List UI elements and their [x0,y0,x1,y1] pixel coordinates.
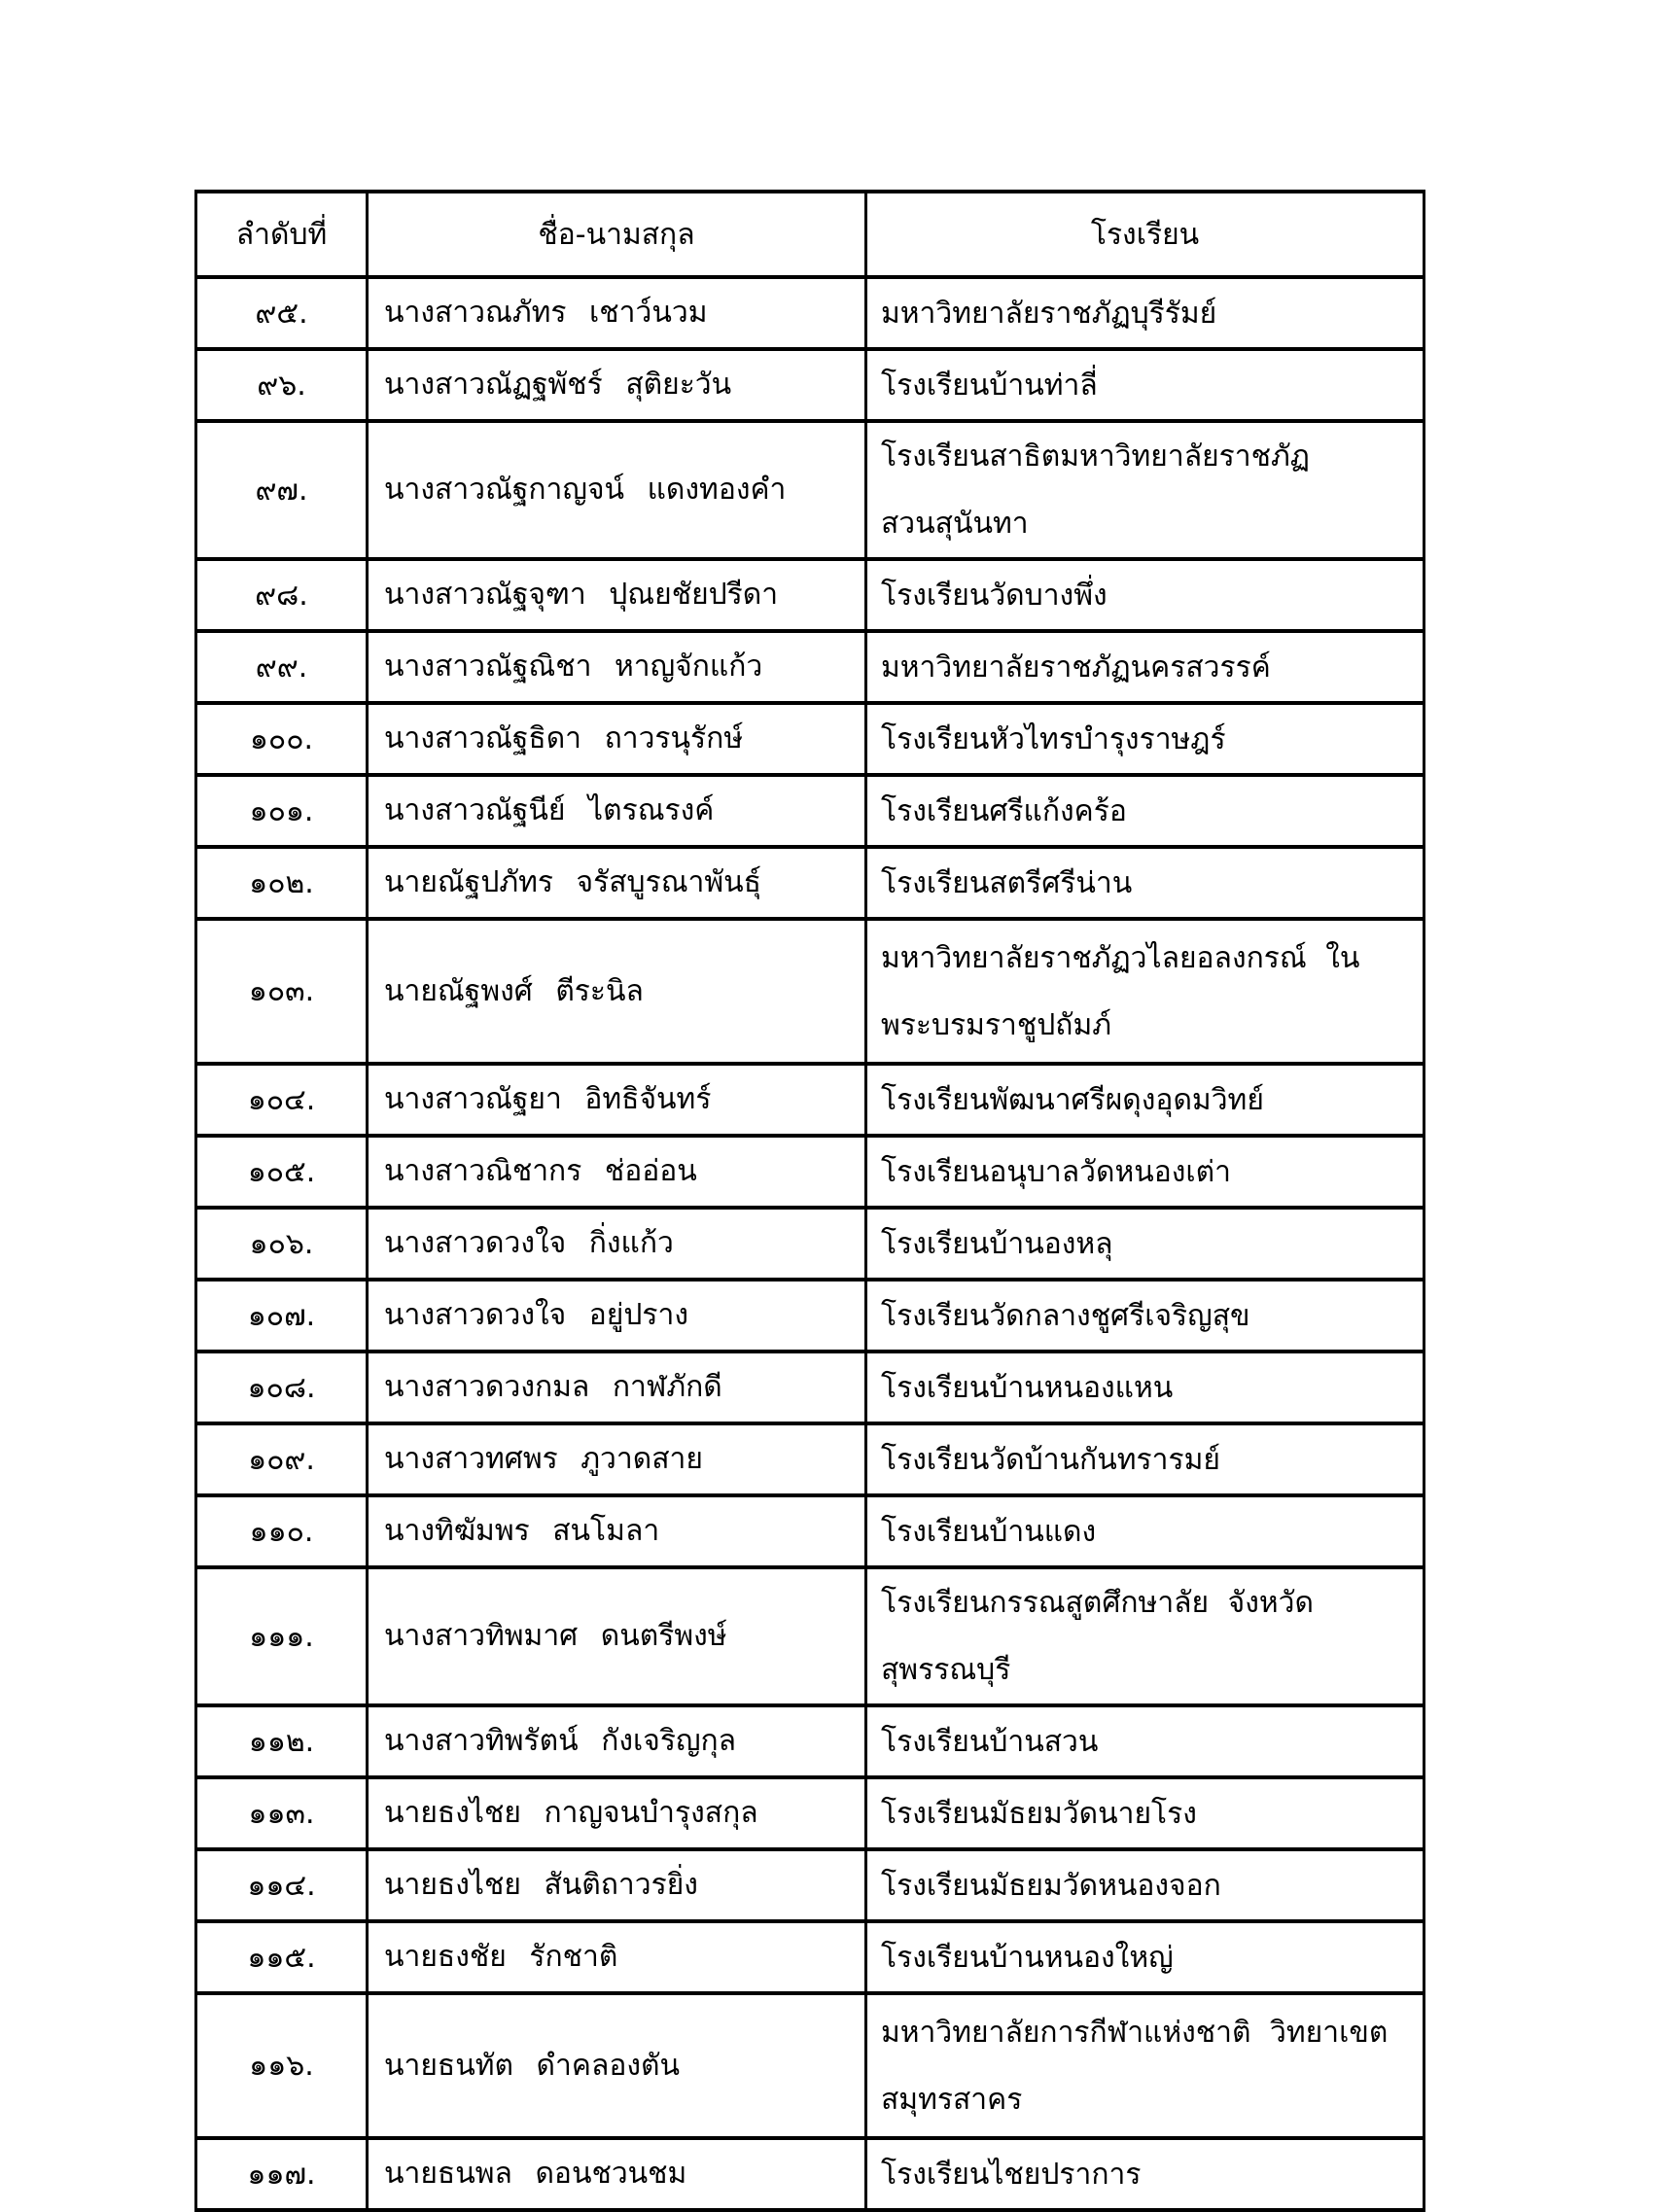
name-cell: นายณัฐพงศ์ ตีระนิล [368,919,866,1064]
order-number-cell: ๑๐๘. [196,1352,368,1423]
name-cell: นางสาวทิพมาศ ดนตรีพงษ์ [368,1567,866,1705]
name-cell: นางสาวณิชากร ช่ออ่อน [368,1136,866,1208]
school-cell: โรงเรียนบ้านหนองใหญ่ [866,1921,1424,1993]
table-row [196,277,1424,349]
order-number-cell: ๑๑๕. [196,1921,368,1993]
school-cell: โรงเรียนบ้านสวน [866,1705,1424,1777]
name-cell: นายณัฐปภัทร จรัสบูรณาพันธุ์ [368,847,866,919]
school-cell: โรงเรียนอนุบาลวัดหนองเต่า [866,1136,1424,1208]
school-cell: โรงเรียนบ้านแดง [866,1495,1424,1567]
name-cell: นางสาวณัฐจุฑา ปุณยชัยปรีดา [368,559,866,631]
name-cell: นางสาวณัฏฐพัชร์ สุติยะวัน [368,349,866,421]
name-cell: นางสาวณัฐกาญจน์ แดงทองคำ [368,421,866,559]
school-cell: โรงเรียนสตรีศรีน่าน [866,847,1424,919]
school-cell: โรงเรียนวัดกลางชูศรีเจริญสุข [866,1280,1424,1352]
order-number-cell: ๙๖. [196,349,368,421]
order-number-cell: ๑๐๗. [196,1280,368,1352]
name-cell: นางสาวณัฐยา อิทธิจันทร์ [368,1064,866,1136]
school-cell: โรงเรียนมัธยมวัดนายโรง [866,1777,1424,1849]
order-number-cell: ๑๑๐. [196,1495,368,1567]
school-cell: โรงเรียนวัดบ้านกันทรารมย์ [866,1423,1424,1495]
name-cell: นางสาวณภัทร เชาว์นวม [368,277,866,349]
order-number-cell: ๑๐๔. [196,1064,368,1136]
table-row [196,1777,1424,1849]
school-cell: โรงเรียนบ้านองหลุ [866,1208,1424,1280]
table-row [196,1993,1424,2138]
table-row [196,1280,1424,1352]
school-cell: โรงเรียนไชยปราการ [866,2138,1424,2210]
table-row [196,1567,1424,1705]
participants-table [194,190,1425,2212]
name-cell: นางสาวดวงกมล กาฬภักดี [368,1352,866,1423]
order-number-cell: ๙๗. [196,421,368,559]
name-cell: นางทิฆัมพร สนโมลา [368,1495,866,1567]
order-number-cell: ๙๕. [196,277,368,349]
school-cell: โรงเรียนบ้านท่าลี่ [866,349,1424,421]
name-cell: นางสาวณัฐนีย์ ไตรณรงค์ [368,775,866,847]
name-cell: นายธงไชย สันติถาวรยิ่ง [368,1849,866,1921]
school-cell: โรงเรียนวัดบางพึ่ง [866,559,1424,631]
column-header-name-surname: ชื่อ-นามสกุล [368,192,866,277]
table-row [196,631,1424,703]
table-row [196,775,1424,847]
school-cell: มหาวิทยาลัยราชภัฏวไลยอลงกรณ์ ในพระบรม​ราชูปถัมภ์ [866,919,1424,1064]
table-row [196,847,1424,919]
order-number-cell: ๑๐๙. [196,1423,368,1495]
table-row [196,703,1424,775]
name-cell: นายธงชัย รักชาติ [368,1921,866,1993]
school-cell: มหาวิทยาลัยราชภัฏนครสวรรค์ [866,631,1424,703]
table-row [196,559,1424,631]
table-row [196,1208,1424,1280]
name-cell: นางสาวณัฐธิดา ถาวรนุรักษ์ [368,703,866,775]
name-cell: นางสาวทศพร ภูวาดสาย [368,1423,866,1495]
school-cell: โรงเรียนหัวไทรบำรุงราษฎร์ [866,703,1424,775]
order-number-cell: ๑๑๗. [196,2138,368,2210]
order-number-cell: ๑๐๑. [196,775,368,847]
column-header-school: โรงเรียน [866,192,1424,277]
school-cell: โรงเรียนกรรณสูตศึกษาลัย จังหวัดสุพรรณบุรี [866,1567,1424,1705]
school-cell: มหาวิทยาลัยราชภัฏบุรีรัมย์ [866,277,1424,349]
table-row [196,421,1424,559]
order-number-cell: ๙๘. [196,559,368,631]
name-cell: นางสาวณัฐณิชา หาญจักแก้ว [368,631,866,703]
school-cell: โรงเรียนสาธิตมหาวิทยาลัยราชภัฏสวนสุนันทา [866,421,1424,559]
name-cell: นายธนทัต ดำคลองตัน [368,1993,866,2138]
order-number-cell: ๑๑๒. [196,1705,368,1777]
school-cell: มหาวิทยาลัยการกีฬาแห่งชาติ วิทยาเขต​สมุทรสาคร [866,1993,1424,2138]
table-row [196,2138,1424,2210]
table-row [196,1423,1424,1495]
table-row [196,1064,1424,1136]
school-cell: โรงเรียนศรีแก้งคร้อ [866,775,1424,847]
column-header-order-number: ลำดับที่ [196,192,368,277]
name-cell: นายธนพล ดอนชวนชม [368,2138,866,2210]
table-row [196,1849,1424,1921]
table-row [196,1495,1424,1567]
table-header-row [196,192,1424,277]
order-number-cell: ๑๐๓. [196,919,368,1064]
table-row [196,919,1424,1064]
school-cell: โรงเรียนพัฒนาศรีผดุงอุดมวิทย์ [866,1064,1424,1136]
table-row [196,349,1424,421]
order-number-cell: ๑๑๓. [196,1777,368,1849]
school-cell: โรงเรียนบ้านหนองแหน [866,1352,1424,1423]
order-number-cell: ๑๐๖. [196,1208,368,1280]
school-cell: โรงเรียนมัธยมวัดหนองจอก [866,1849,1424,1921]
order-number-cell: ๑๐๐. [196,703,368,775]
name-cell: นายธงไชย กาญจนบำรุงสกุล [368,1777,866,1849]
table-row [196,1921,1424,1993]
order-number-cell: ๑๐๕. [196,1136,368,1208]
name-cell: นางสาวดวงใจ กิ่งแก้ว [368,1208,866,1280]
order-number-cell: ๑๑๔. [196,1849,368,1921]
table-row [196,1352,1424,1423]
name-cell: นางสาวดวงใจ อยู่ปราง [368,1280,866,1352]
name-cell: นางสาวทิพรัตน์ กังเจริญกุล [368,1705,866,1777]
order-number-cell: ๙๙. [196,631,368,703]
order-number-cell: ๑๑๑. [196,1567,368,1705]
table-row [196,1136,1424,1208]
table-row [196,1705,1424,1777]
order-number-cell: ๑๐๒. [196,847,368,919]
order-number-cell: ๑๑๖. [196,1993,368,2138]
